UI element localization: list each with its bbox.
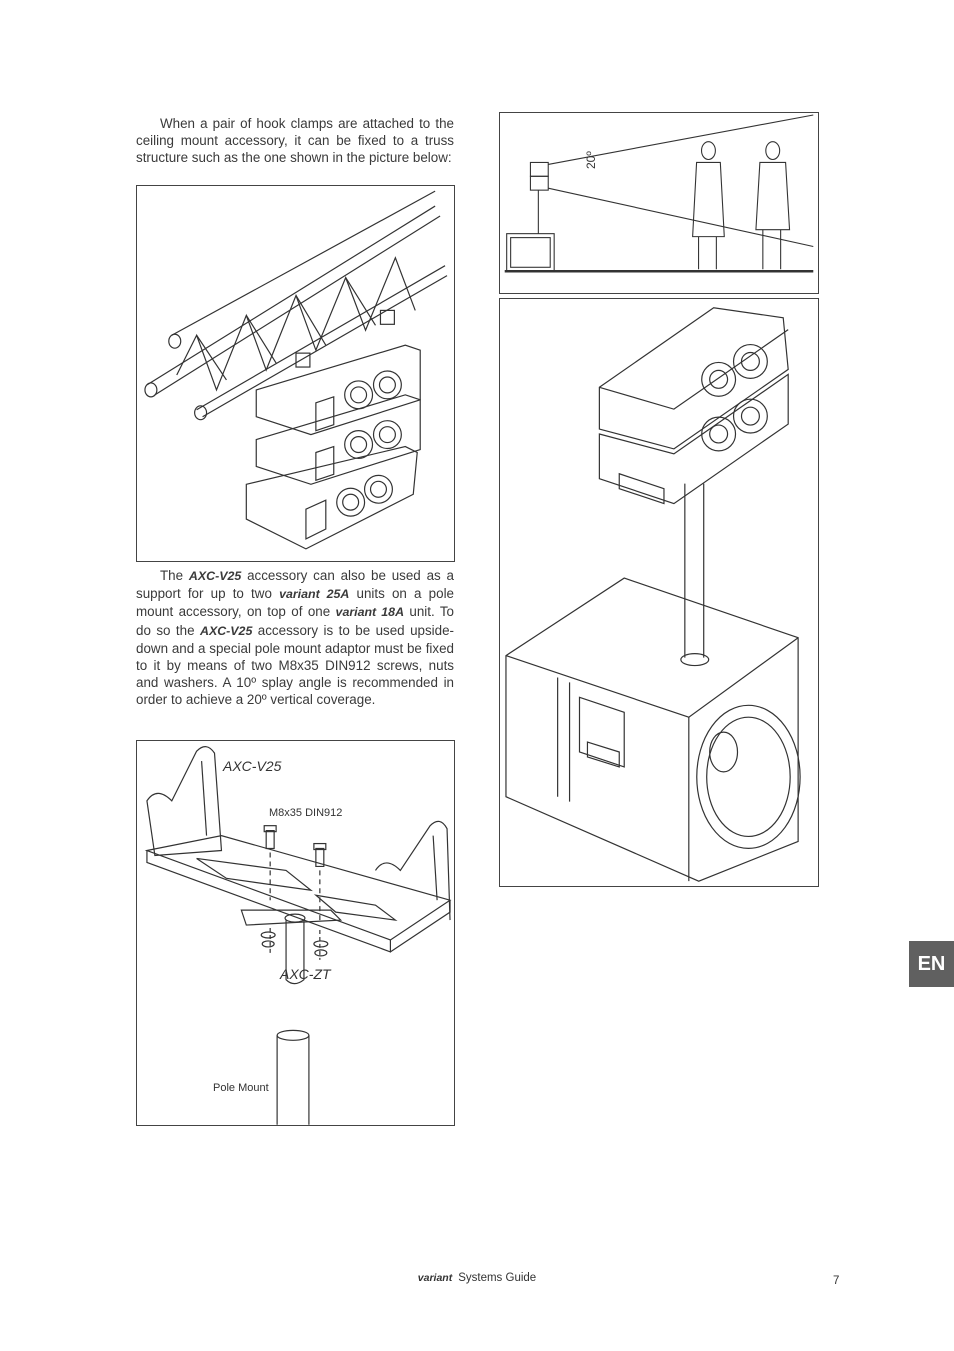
body-paragraph [136, 567, 454, 709]
language-tab: EN [909, 941, 954, 987]
body-text-1: The [160, 568, 189, 583]
footer-title: Systems Guide [458, 1272, 537, 1284]
product-name-variant-25a: variant 25A [279, 587, 350, 602]
coverage-illustration [499, 112, 819, 294]
product-name-variant-18a: variant 18A [335, 605, 405, 620]
coverage-drawing [500, 113, 818, 293]
body-text-2: accessory can also be used as a support for up to two [136, 568, 454, 602]
truss-drawing [137, 186, 454, 561]
page-number: 7 [833, 1275, 840, 1287]
body-text-3: units on a pole mount accessory, on top of one [136, 586, 454, 620]
truss-mount-illustration [136, 185, 455, 562]
pole-mount-illustration [499, 298, 819, 887]
label-axc-v25: AXC-V25 [223, 758, 282, 774]
label-pole-mount: Pole Mount [213, 1082, 269, 1094]
pole-adaptor-diagram [136, 740, 455, 1126]
product-name-axc-v25: AXC-V25 [188, 569, 242, 583]
pole-mount-drawing [500, 299, 818, 886]
product-name-axc-v25-2: AXC-V25 [200, 623, 253, 638]
footer [0, 1272, 954, 1284]
intro-paragraph [136, 115, 454, 167]
label-axc-zt: AXC-ZT [280, 966, 331, 982]
label-screw-spec: M8x35 DIN912 [269, 807, 343, 819]
coverage-angle-label: 20º [584, 151, 598, 169]
body-text-5: accessory is to be used upside-down and a special pole mount adaptor must be fixed to it by means of two M8x35 DIN912 screws, nuts and washers. A 10º splay angle is recommended in order to achieve a 20º vertical coverage. [136, 622, 454, 708]
intro-text: When a pair of hook clamps are attached to the ceiling mount accessory, it can be fixed to a truss structure such as the one shown in the picture below: [136, 116, 454, 166]
body-text-4: unit. To do so the [136, 604, 454, 638]
footer-brand: variant [417, 1272, 453, 1284]
adaptor-drawing [137, 741, 454, 1125]
